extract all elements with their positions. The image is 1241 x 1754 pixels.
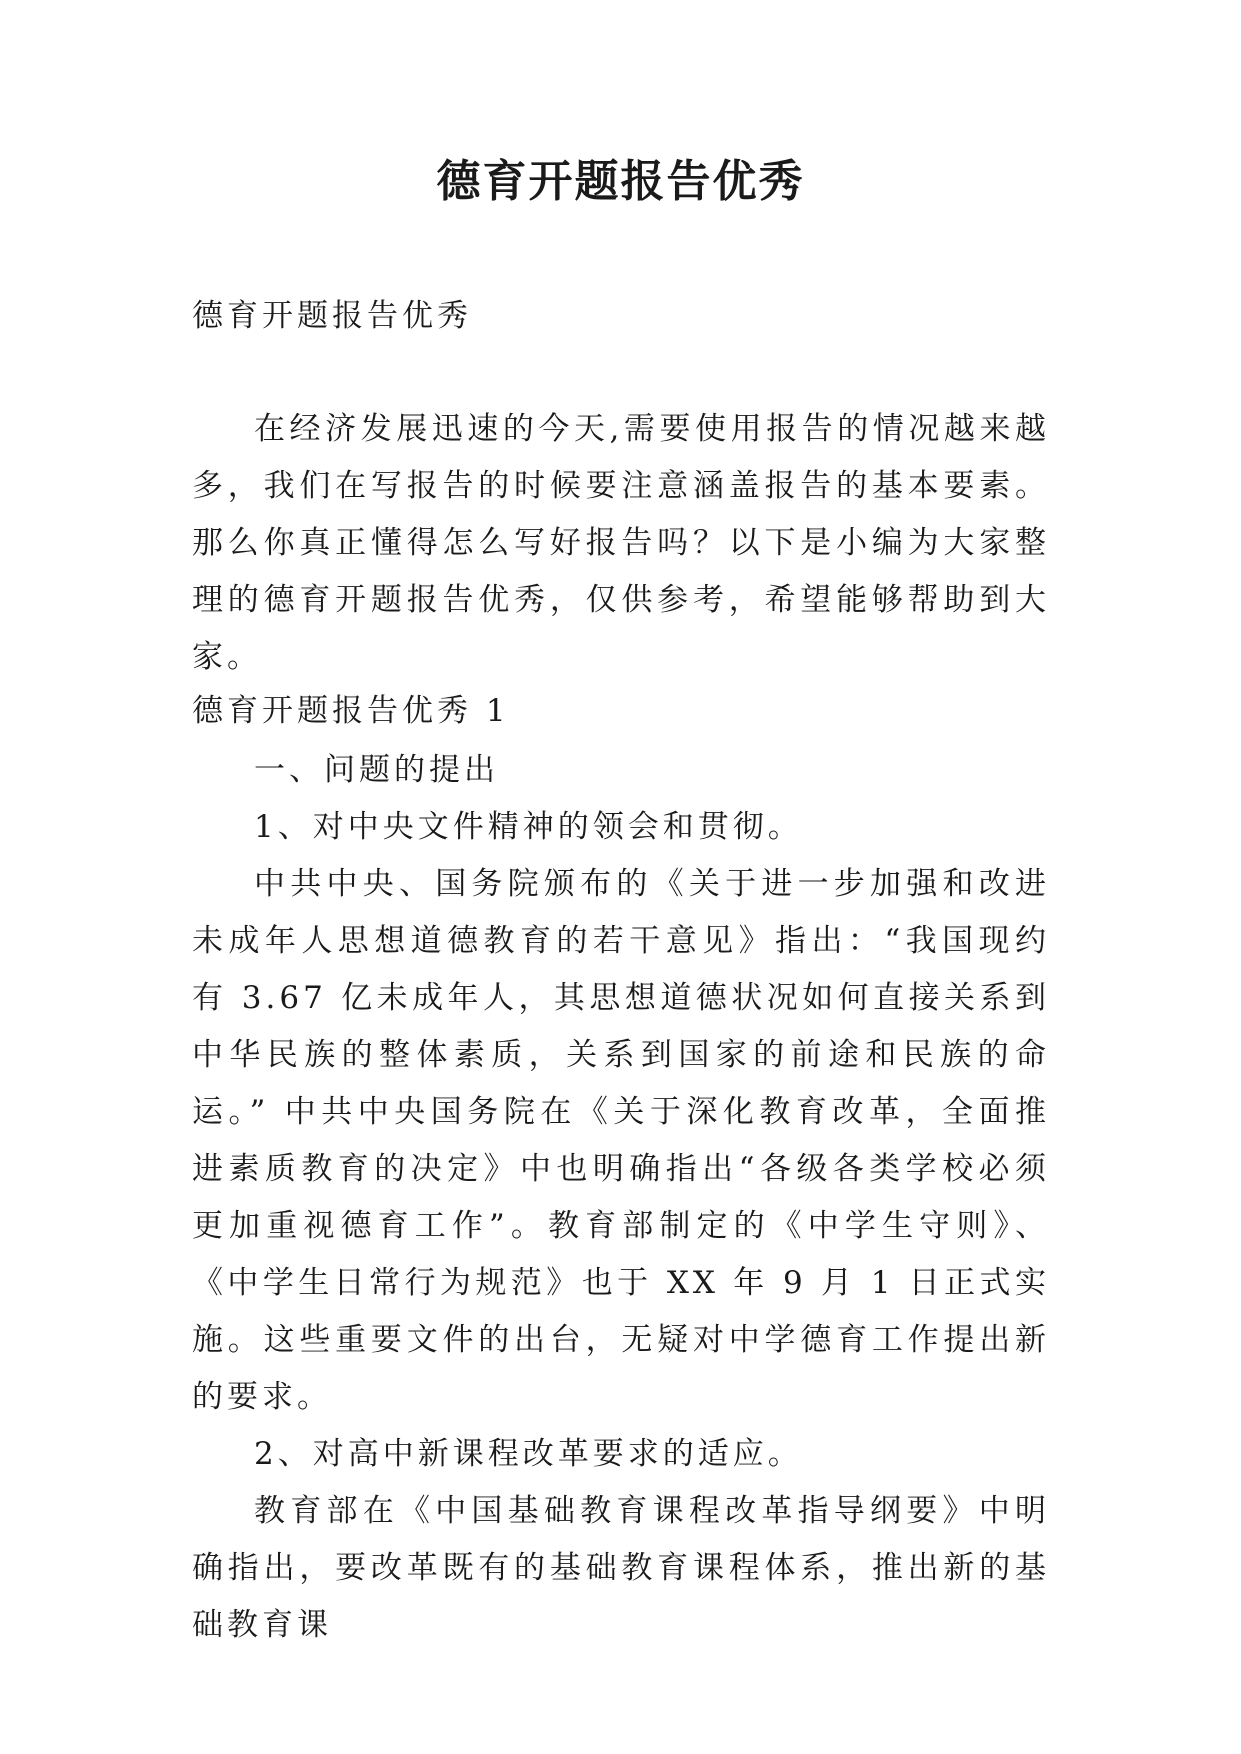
paragraph-central-documents: 中共中央、国务院颁布的《关于进一步加强和改进未成年人思想道德教育的若干意见》指出：“我国现约有 3.67 亿未成年人，其思想道德状况如何直接关系到中华民族的整体素质，关系到国家的前途和民族的命运。” 中共中央国务院在《关于深化教育改革，全面推进素质教育的决定》中也明确指出“各级各类学校必须更加重视德育工作”。教育部制定的《中学生守则》、《中学生日常行为规范》也于 XX 年 9 月 1 日正式实施。这些重要文件的出台，无疑对中学德育工作提出新的要求。 <box>192 866 1050 1415</box>
heading-problem-statement: 一、问题的提出 <box>254 752 499 788</box>
paragraph-curriculum-reform: 教育部在《中国基础教育课程改革指导纲要》中明确指出，要改革既有的基础教育课程体系，推出新的基础教育课 <box>192 1493 1050 1643</box>
subheading-central-documents: 1、对中央文件精神的领会和贯彻。 <box>254 809 803 845</box>
section-heading: 德育开题报告优秀 1 <box>192 693 510 729</box>
subheading-curriculum-reform: 2、对高中新课程改革要求的适应。 <box>254 1436 803 1472</box>
document-subtitle: 德育开题报告优秀 <box>192 298 472 334</box>
document-title: 德育开题报告优秀 <box>436 156 805 207</box>
section-body <box>192 742 1050 1654</box>
intro-paragraph: 在经济发展迅速的今天,需要使用报告的情况越来越多，我们在写报告的时候要注意涵盖报告的基本要素。那么你真正懂得怎么写好报告吗？以下是小编为大家整理的德育开题报告优秀，仅供参考，希望能够帮助到大家。 <box>192 411 1050 675</box>
